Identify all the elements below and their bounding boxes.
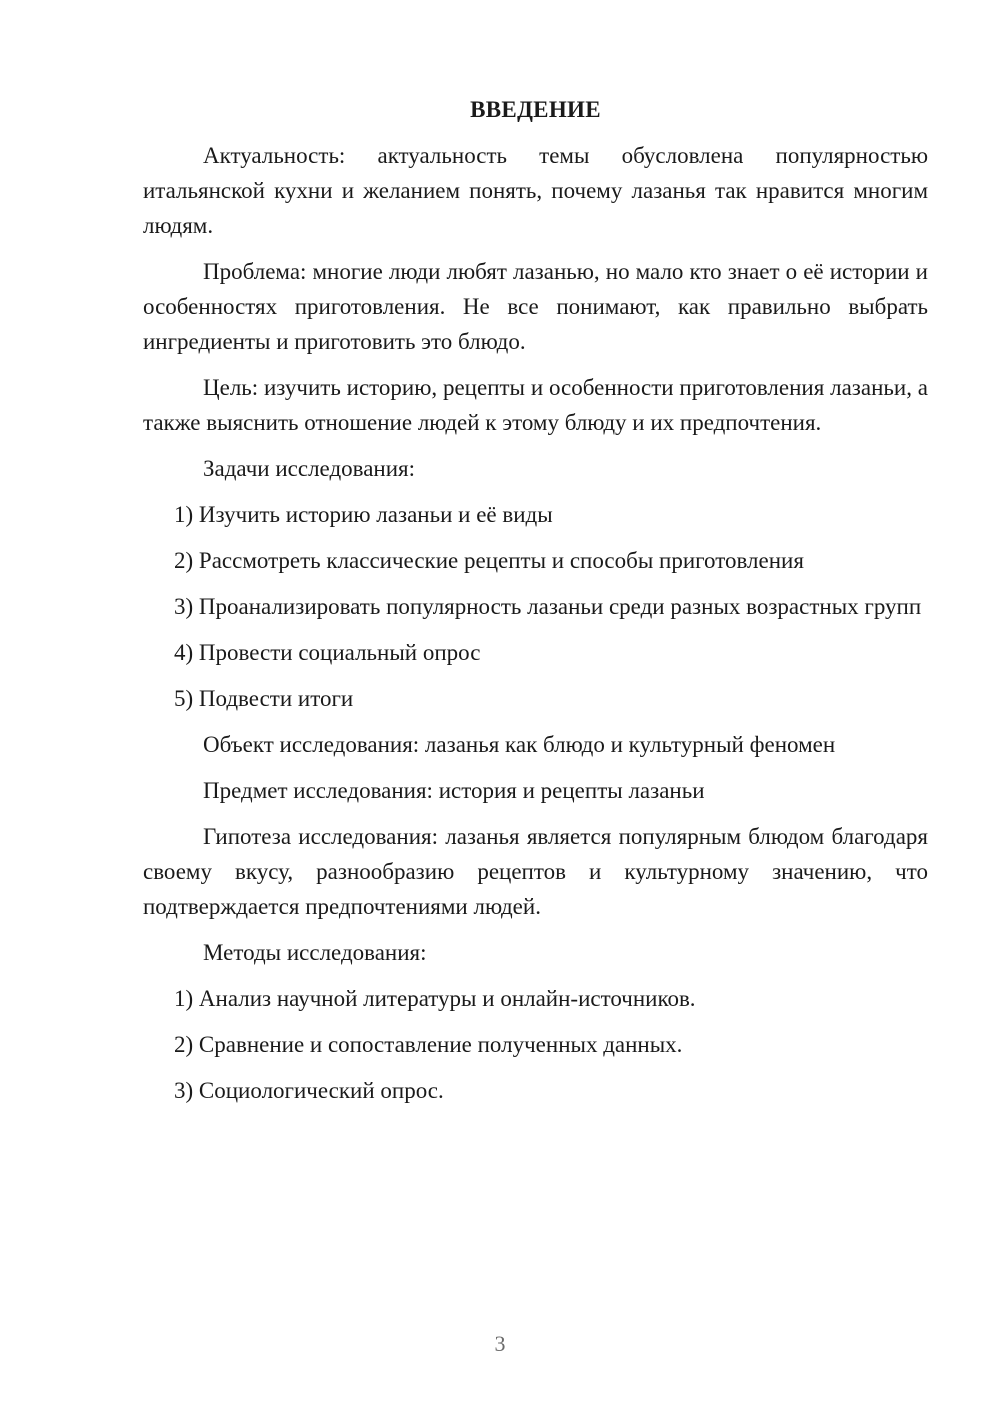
page-content <box>143 92 928 1119</box>
task-item: 5) Подвести итоги <box>174 686 354 711</box>
section-title: ВВЕДЕНИЕ <box>470 97 601 122</box>
task-item: 4) Провести социальный опрос <box>174 640 481 665</box>
subject-paragraph: Предмет исследования: история и рецепты лазаньи <box>203 778 705 803</box>
method-item: 3) Социологический опрос. <box>174 1078 444 1103</box>
goal-paragraph: Цель: изучить историю, рецепты и особенности приготовления лазаньи, а также выяснить отношение людей к этому блюду и их предпочтения. <box>143 375 928 435</box>
method-item: 1) Анализ научной литературы и онлайн-источников. <box>174 986 696 1011</box>
task-item: 3) Проанализировать популярность лазаньи среди разных возрастных групп <box>174 594 922 619</box>
relevance-paragraph: Актуальность: актуальность темы обусловлена популярностью итальянской кухни и желанием понять, почему лазанья так нравится многим людям. <box>143 143 928 238</box>
problem-paragraph: Проблема: многие люди любят лазанью, но мало кто знает о её истории и особенностях приготовления. Не все понимают, как правильно выбрать ингредиенты и приготовить это блюдо. <box>143 259 928 354</box>
methods-heading: Методы исследования: <box>203 940 427 965</box>
task-item: 2) Рассмотреть классические рецепты и способы приготовления <box>174 548 804 573</box>
task-item: 1) Изучить историю лазаньи и её виды <box>174 502 553 527</box>
method-item: 2) Сравнение и сопоставление полученных данных. <box>174 1032 683 1057</box>
hypothesis-paragraph: Гипотеза исследования: лазанья является популярным блюдом благодаря своему вкусу, разнообразию рецептов и культурному значению, что подтверждается предпочтениями людей. <box>143 824 928 919</box>
tasks-heading: Задачи исследования: <box>203 456 416 481</box>
object-paragraph: Объект исследования: лазанья как блюдо и культурный феномен <box>203 732 836 757</box>
page-number: 3 <box>494 1331 506 1356</box>
